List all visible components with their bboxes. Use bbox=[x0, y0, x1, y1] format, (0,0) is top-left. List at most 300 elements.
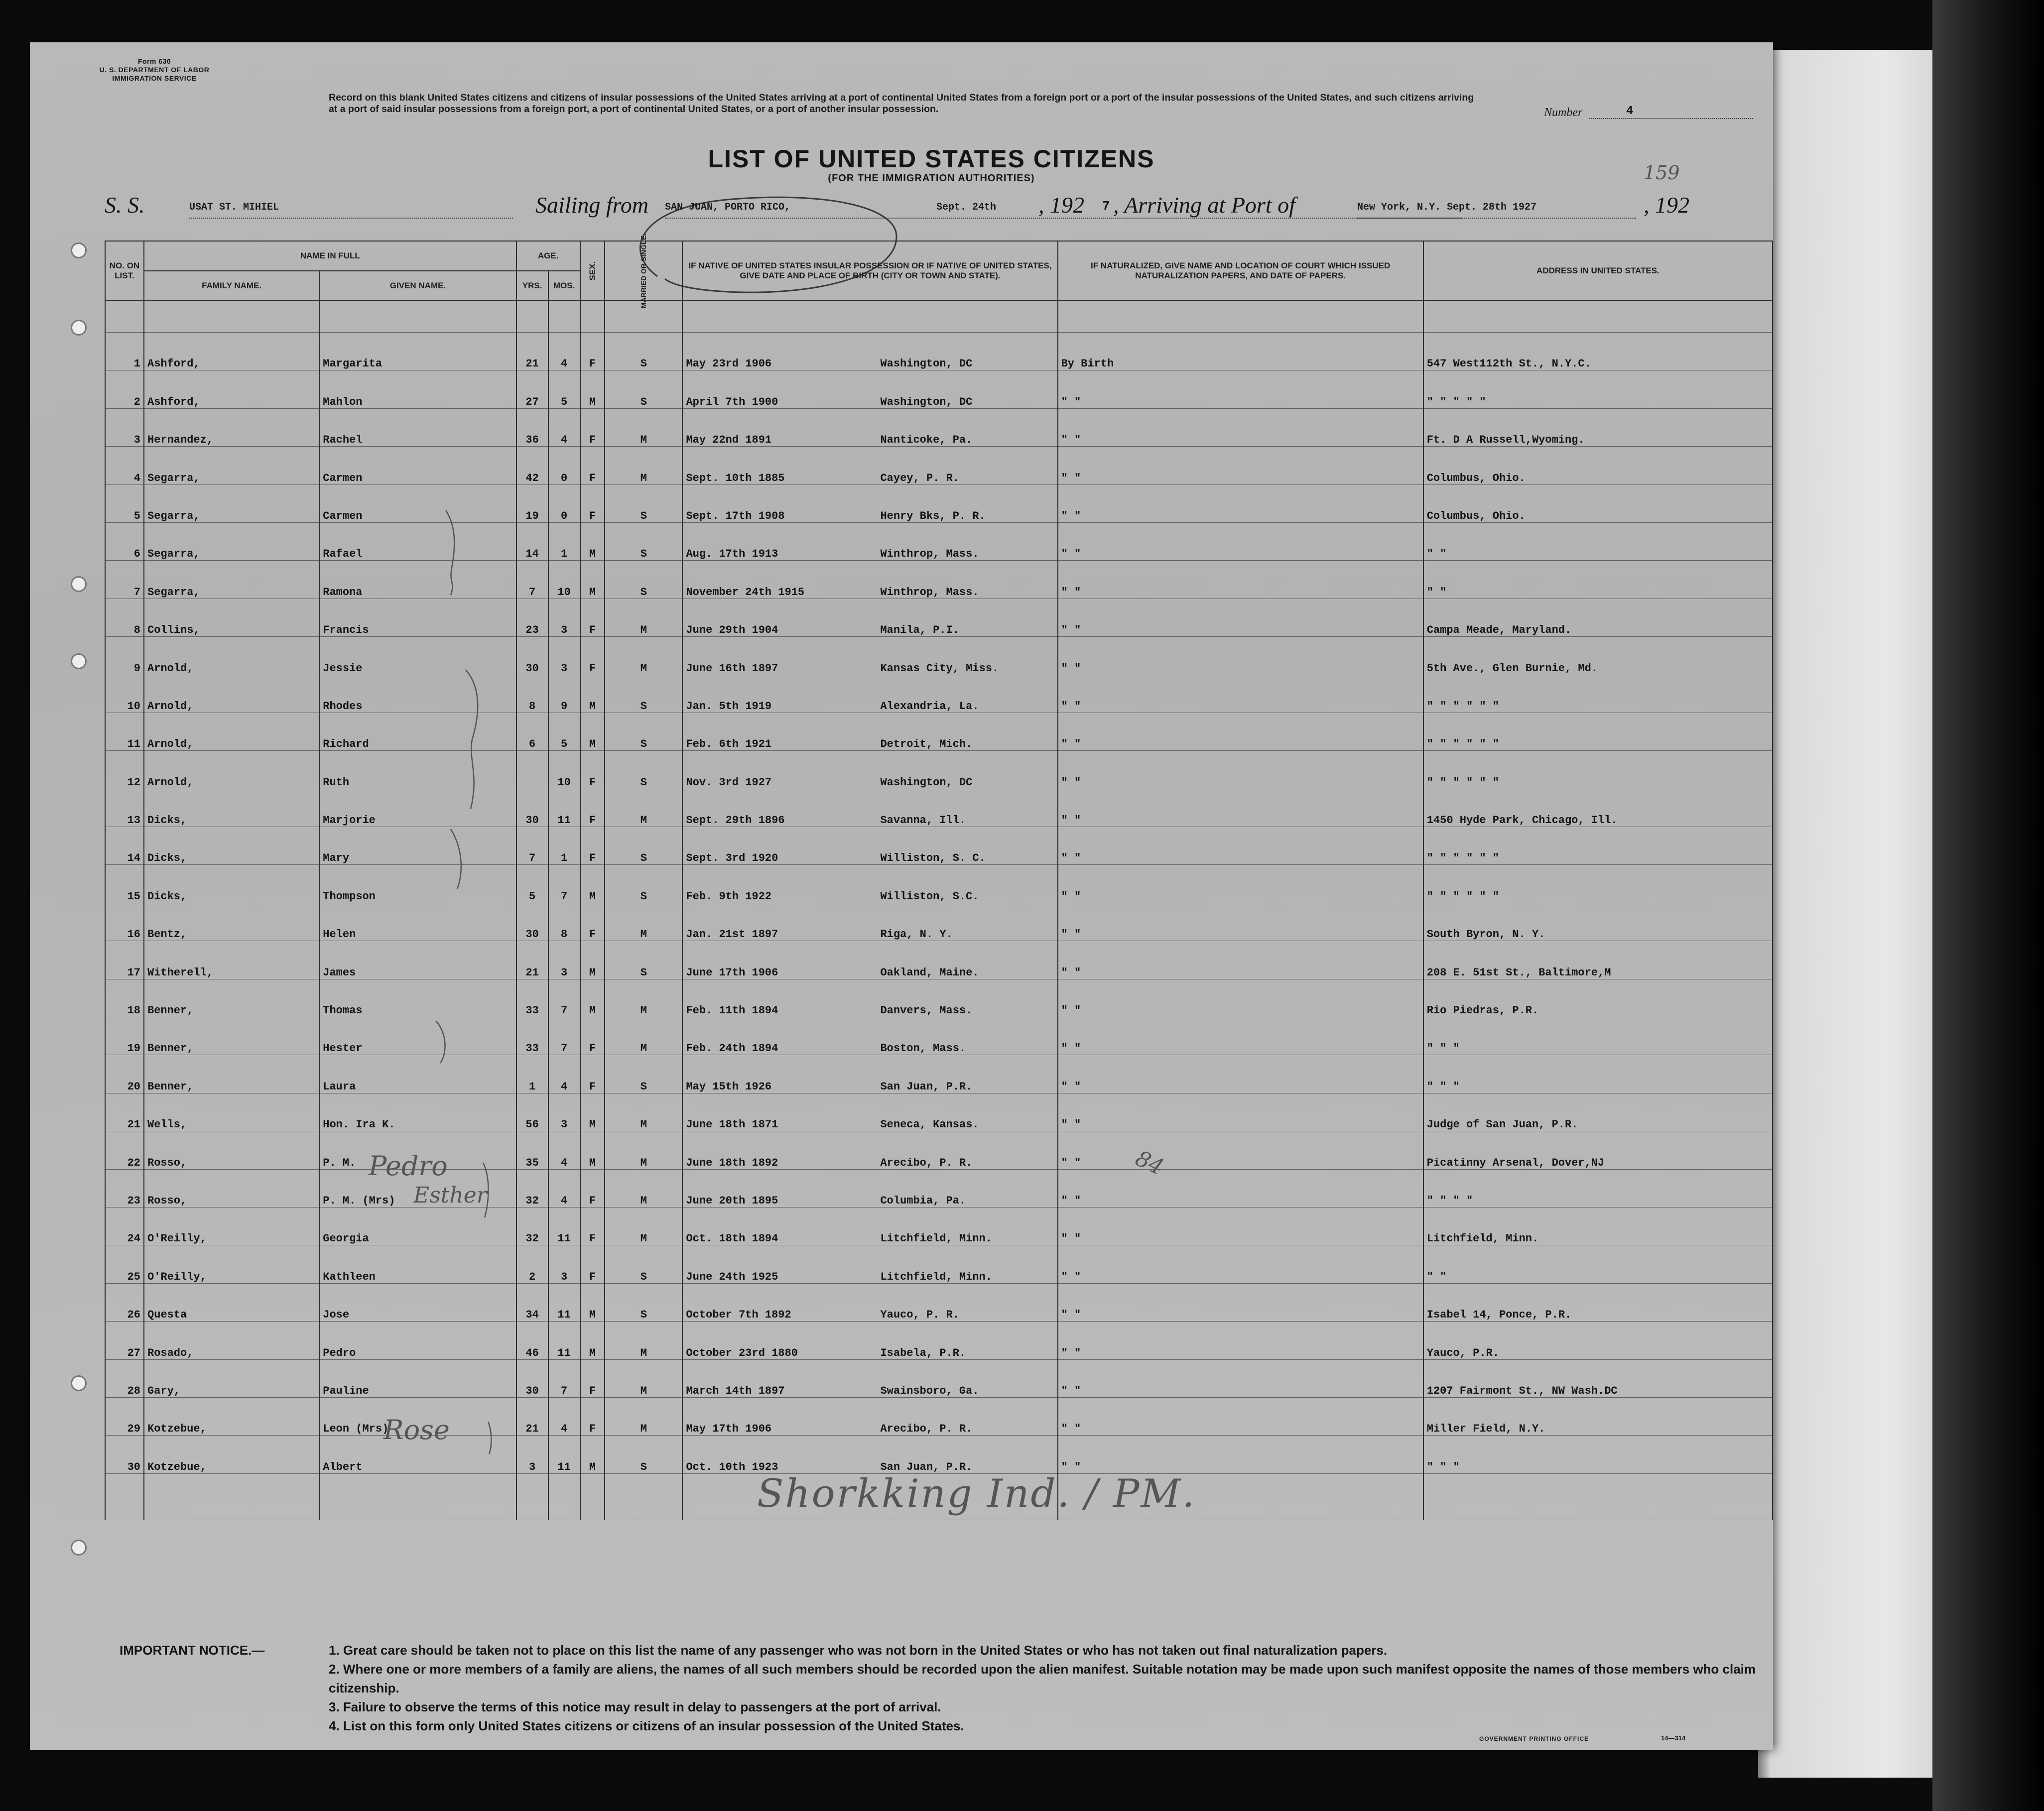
col-mos: MOS. bbox=[548, 271, 580, 301]
age-months: 4 bbox=[548, 1131, 580, 1169]
row-number: 18 bbox=[105, 979, 144, 1017]
birth-place: Winthrop, Mass. bbox=[880, 586, 979, 599]
table-row bbox=[105, 599, 1773, 636]
birth-cell bbox=[682, 1359, 1057, 1397]
marital-status: M bbox=[605, 1017, 682, 1055]
birth-cell bbox=[682, 637, 1057, 675]
row-number: 17 bbox=[105, 941, 144, 979]
sex: M bbox=[580, 865, 605, 903]
birth-place: Nanticoke, Pa. bbox=[880, 434, 973, 447]
birth-place: Winthrop, Mass. bbox=[880, 548, 979, 561]
given-name: Marjorie bbox=[319, 789, 516, 827]
given-name: Kathleen bbox=[319, 1245, 516, 1283]
instructions: Record on this blank United States citizens and citizens of insular possessions of the United States arriving at a port of continental United States from a foreign port or a port of the insular possessions of the United States, and such citizens arriving at a port of said insular possessions from a foreign port, a port of continental United States, or a port of another insular possession. bbox=[329, 92, 1474, 115]
given-name: Margarita bbox=[319, 333, 516, 370]
sex: F bbox=[580, 1169, 605, 1207]
naturalization: " " bbox=[1058, 1055, 1423, 1093]
marital-status: S bbox=[605, 865, 682, 903]
age-months: 7 bbox=[548, 1359, 580, 1397]
birth-cell bbox=[682, 1093, 1057, 1131]
birth-cell bbox=[682, 333, 1057, 370]
naturalization: " " bbox=[1058, 1397, 1423, 1435]
sex: M bbox=[580, 979, 605, 1017]
given-name: Pauline bbox=[319, 1359, 516, 1397]
naturalization: " " bbox=[1058, 903, 1423, 941]
page-subtitle: (FOR THE IMMIGRATION AUTHORITIES) bbox=[828, 173, 1035, 184]
birth-date: Aug. 17th 1913 bbox=[686, 548, 778, 561]
voyage-line bbox=[105, 192, 1738, 222]
handwritten-given-22: Pedro bbox=[369, 1150, 448, 1182]
binder-hole bbox=[72, 578, 85, 591]
age-months: 4 bbox=[548, 1169, 580, 1207]
age-years: 23 bbox=[516, 599, 548, 636]
birth-place: Savanna, Ill. bbox=[880, 814, 966, 827]
given-name: Georgia bbox=[319, 1207, 516, 1245]
sex: F bbox=[580, 1359, 605, 1397]
sex: F bbox=[580, 903, 605, 941]
marital-status: M bbox=[605, 1359, 682, 1397]
age-months: 3 bbox=[548, 637, 580, 675]
given-name: Carmen bbox=[319, 447, 516, 484]
sex: M bbox=[580, 675, 605, 713]
age-months: 3 bbox=[548, 941, 580, 979]
age-years: 36 bbox=[516, 408, 548, 446]
age-months: 10 bbox=[548, 561, 580, 599]
sex: F bbox=[580, 789, 605, 827]
notice-item-2: 2. Where one or more members of a family are aliens, the names of all such members should be recorded upon the alien manifest. Suitable notation may be made upon such manifest opposite the names of those members who claim citizenship. bbox=[329, 1662, 1756, 1695]
birth-place: Arecibo, P. R. bbox=[880, 1156, 973, 1169]
table-row bbox=[105, 1322, 1773, 1359]
row-number: 29 bbox=[105, 1397, 144, 1435]
sex: M bbox=[580, 1093, 605, 1131]
age-years: 21 bbox=[516, 333, 548, 370]
age-years: 8 bbox=[516, 675, 548, 713]
given-name: Ruth bbox=[319, 751, 516, 789]
age-years: 1 bbox=[516, 1055, 548, 1093]
sailing-from-label: Sailing from bbox=[535, 192, 649, 218]
address: " " " " " bbox=[1423, 370, 1773, 408]
birth-date: Feb. 9th 1922 bbox=[686, 890, 772, 903]
sex: F bbox=[580, 447, 605, 484]
given-name: Helen bbox=[319, 903, 516, 941]
birth-cell bbox=[682, 1283, 1057, 1321]
marital-status: M bbox=[605, 637, 682, 675]
form-identifier bbox=[87, 57, 222, 83]
family-name: Segarra, bbox=[144, 484, 319, 522]
birth-place: Arecibo, P. R. bbox=[880, 1423, 973, 1436]
sex: F bbox=[580, 484, 605, 522]
handwritten-bottom-note: Shorkking Ind. / PM. bbox=[757, 1471, 1196, 1516]
row-number: 21 bbox=[105, 1093, 144, 1131]
table-row bbox=[105, 903, 1773, 941]
age-months: 11 bbox=[548, 789, 580, 827]
birth-date: May 23rd 1906 bbox=[686, 358, 772, 370]
year-label-1: , 192 bbox=[1038, 192, 1084, 218]
given-name: Carmen bbox=[319, 484, 516, 522]
year-label-2: , 192 bbox=[1644, 192, 1689, 218]
manifest-page bbox=[30, 42, 1773, 1750]
given-name: Leon (Mrs) bbox=[319, 1397, 516, 1435]
age-months: 5 bbox=[548, 713, 580, 750]
family-name: Arnold, bbox=[144, 751, 319, 789]
sex: M bbox=[580, 370, 605, 408]
age-months: 0 bbox=[548, 484, 580, 522]
birth-place: Swainsboro, Ga. bbox=[880, 1384, 979, 1397]
naturalization: " " bbox=[1058, 370, 1423, 408]
family-brackets bbox=[433, 481, 493, 1456]
age-months: 11 bbox=[548, 1207, 580, 1245]
row-number: 16 bbox=[105, 903, 144, 941]
birth-date: June 20th 1895 bbox=[686, 1194, 778, 1207]
naturalization: " " bbox=[1058, 789, 1423, 827]
age-months: 11 bbox=[548, 1436, 580, 1473]
given-name: Thomas bbox=[319, 979, 516, 1017]
age-years: 30 bbox=[516, 789, 548, 827]
table-row bbox=[105, 789, 1773, 827]
row-number: 10 bbox=[105, 675, 144, 713]
row-number: 7 bbox=[105, 561, 144, 599]
age-years: 21 bbox=[516, 941, 548, 979]
passenger-table bbox=[105, 233, 1773, 1520]
family-name: Arnold, bbox=[144, 675, 319, 713]
naturalization: " " bbox=[1058, 1131, 1423, 1169]
table-row bbox=[105, 1436, 1773, 1473]
address: South Byron, N. Y. bbox=[1423, 903, 1773, 941]
marital-status: M bbox=[605, 979, 682, 1017]
address: " " " " " " bbox=[1423, 751, 1773, 789]
family-name: Arnold, bbox=[144, 713, 319, 750]
col-age: AGE. bbox=[516, 241, 580, 271]
birth-date: June 18th 1892 bbox=[686, 1156, 778, 1169]
row-number: 6 bbox=[105, 522, 144, 560]
notice-item-3: 3. Failure to observe the terms of this notice may result in delay to passengers at the port of arrival. bbox=[329, 1699, 941, 1714]
birth-date: Sept. 17th 1908 bbox=[686, 509, 785, 522]
naturalization: " " bbox=[1058, 1169, 1423, 1207]
given-name: Hester bbox=[319, 1017, 516, 1055]
marital-status: M bbox=[605, 1131, 682, 1169]
birth-cell bbox=[682, 713, 1057, 750]
birth-place: Detroit, Mich. bbox=[880, 738, 973, 751]
family-name: Witherell, bbox=[144, 941, 319, 979]
marital-status: S bbox=[605, 827, 682, 865]
binder-hole bbox=[72, 655, 85, 668]
family-name: Rosso, bbox=[144, 1131, 319, 1169]
address: 1450 Hyde Park, Chicago, Ill. bbox=[1423, 789, 1773, 827]
row-number: 30 bbox=[105, 1436, 144, 1473]
naturalization: " " bbox=[1058, 599, 1423, 636]
address: " " " " " " bbox=[1423, 827, 1773, 865]
birth-cell bbox=[682, 599, 1057, 636]
row-number: 8 bbox=[105, 599, 144, 636]
family-name: O'Reilly, bbox=[144, 1207, 319, 1245]
birth-cell bbox=[682, 827, 1057, 865]
address: 5th Ave., Glen Burnie, Md. bbox=[1423, 637, 1773, 675]
family-name: Hernandez, bbox=[144, 408, 319, 446]
birth-place: Alexandria, La. bbox=[880, 700, 979, 713]
age-months: 5 bbox=[548, 370, 580, 408]
birth-cell bbox=[682, 522, 1057, 560]
naturalization: " " bbox=[1058, 1093, 1423, 1131]
birth-place: Oakland, Maine. bbox=[880, 966, 979, 979]
family-name: Benner, bbox=[144, 1055, 319, 1093]
birth-cell bbox=[682, 903, 1057, 941]
birth-place: Kansas City, Miss. bbox=[880, 662, 999, 675]
address: Isabel 14, Ponce, P.R. bbox=[1423, 1283, 1773, 1321]
age-years: 34 bbox=[516, 1283, 548, 1321]
address: " " bbox=[1423, 1245, 1773, 1283]
marital-status: S bbox=[605, 751, 682, 789]
birth-date: May 15th 1926 bbox=[686, 1080, 772, 1093]
family-name: Benner, bbox=[144, 1017, 319, 1055]
age-years: 7 bbox=[516, 827, 548, 865]
number-label: Number bbox=[1544, 106, 1583, 119]
age-years: 30 bbox=[516, 903, 548, 941]
row-number: 27 bbox=[105, 1322, 144, 1359]
sex: F bbox=[580, 1397, 605, 1435]
marital-status: M bbox=[605, 1322, 682, 1359]
col-address: ADDRESS IN UNITED STATES. bbox=[1423, 241, 1773, 301]
birth-date: October 7th 1892 bbox=[686, 1309, 791, 1322]
birth-cell bbox=[682, 484, 1057, 522]
age-months: 11 bbox=[548, 1283, 580, 1321]
marital-status: S bbox=[605, 713, 682, 750]
row-number: 4 bbox=[105, 447, 144, 484]
family-name: Rosso, bbox=[144, 1169, 319, 1207]
given-name: P. M. bbox=[319, 1131, 516, 1169]
given-name: Rachel bbox=[319, 408, 516, 446]
age-years: 7 bbox=[516, 561, 548, 599]
col-given-name: GIVEN NAME. bbox=[319, 271, 516, 301]
table-row bbox=[105, 1245, 1773, 1283]
page-title: LIST OF UNITED STATES CITIZENS bbox=[708, 145, 1155, 173]
given-name: Jose bbox=[319, 1283, 516, 1321]
marital-status: M bbox=[605, 1397, 682, 1435]
birth-date: Sept. 10th 1885 bbox=[686, 472, 785, 484]
age-months: 10 bbox=[548, 751, 580, 789]
stamped-page-number: 159 bbox=[1644, 162, 1680, 184]
naturalization: " " bbox=[1058, 637, 1423, 675]
notice-lead: IMPORTANT NOTICE.— bbox=[120, 1643, 265, 1658]
birth-cell bbox=[682, 1131, 1057, 1169]
table-row bbox=[105, 1017, 1773, 1055]
family-name: Benner, bbox=[144, 979, 319, 1017]
birth-cell bbox=[682, 1397, 1057, 1435]
naturalization: By Birth bbox=[1058, 333, 1423, 370]
row-number: 28 bbox=[105, 1359, 144, 1397]
ship-name: USAT ST. MIHIEL bbox=[189, 202, 279, 213]
birth-place: Litchfield, Minn. bbox=[880, 1270, 992, 1283]
birth-place: Seneca, Kansas. bbox=[880, 1118, 979, 1131]
col-name-in-full: NAME IN FULL bbox=[144, 241, 516, 271]
marital-status: S bbox=[605, 941, 682, 979]
row-number: 26 bbox=[105, 1283, 144, 1321]
birth-date: June 17th 1906 bbox=[686, 966, 778, 979]
birth-place: Williston, S. C. bbox=[880, 852, 986, 865]
binder-hole bbox=[72, 244, 85, 257]
birth-cell bbox=[682, 561, 1057, 599]
age-months: 7 bbox=[548, 865, 580, 903]
table-row bbox=[105, 637, 1773, 675]
ss-label: S. S. bbox=[105, 192, 145, 218]
naturalization: " " bbox=[1058, 675, 1423, 713]
naturalization: " " bbox=[1058, 447, 1423, 484]
age-years: 35 bbox=[516, 1131, 548, 1169]
address: Ft. D A Russell,Wyoming. bbox=[1423, 408, 1773, 446]
birth-place: Columbia, Pa. bbox=[880, 1194, 966, 1207]
printer-mark: GOVERNMENT PRINTING OFFICE bbox=[1479, 1735, 1589, 1742]
table-row bbox=[105, 751, 1773, 789]
birth-place: Yauco, P. R. bbox=[880, 1309, 959, 1322]
birth-place: Washington, DC bbox=[880, 776, 973, 789]
table-row bbox=[105, 1283, 1773, 1321]
naturalization: " " bbox=[1058, 751, 1423, 789]
age-years: 33 bbox=[516, 1017, 548, 1055]
age-months: 4 bbox=[548, 1055, 580, 1093]
birth-date: Jan. 21st 1897 bbox=[686, 928, 778, 941]
birth-date: November 24th 1915 bbox=[686, 586, 805, 599]
naturalization: " " bbox=[1058, 561, 1423, 599]
address: " " bbox=[1423, 561, 1773, 599]
marital-status: S bbox=[605, 1055, 682, 1093]
age-years: 33 bbox=[516, 979, 548, 1017]
age-years: 30 bbox=[516, 1359, 548, 1397]
age-months: 0 bbox=[548, 447, 580, 484]
age-years: 42 bbox=[516, 447, 548, 484]
family-name: Bentz, bbox=[144, 903, 319, 941]
birth-date: Nov. 3rd 1927 bbox=[686, 776, 772, 789]
sex: M bbox=[580, 1322, 605, 1359]
birth-place: Manila, P.I. bbox=[880, 624, 959, 637]
age-months: 7 bbox=[548, 1017, 580, 1055]
row-number: 14 bbox=[105, 827, 144, 865]
family-name: Kotzebue, bbox=[144, 1436, 319, 1473]
birth-date: June 29th 1904 bbox=[686, 624, 778, 637]
birth-place: Danvers, Mass. bbox=[880, 1004, 973, 1017]
family-name: Dicks, bbox=[144, 789, 319, 827]
age-years: 46 bbox=[516, 1322, 548, 1359]
birth-date: Feb. 6th 1921 bbox=[686, 738, 772, 751]
family-name: Ashford, bbox=[144, 333, 319, 370]
birth-date: Feb. 24th 1894 bbox=[686, 1042, 778, 1055]
address: 1207 Fairmont St., NW Wash.DC bbox=[1423, 1359, 1773, 1397]
address: Columbus, Ohio. bbox=[1423, 484, 1773, 522]
age-years: 5 bbox=[516, 865, 548, 903]
row-number: 15 bbox=[105, 865, 144, 903]
marital-status: M bbox=[605, 447, 682, 484]
birth-place: Cayey, P. R. bbox=[880, 472, 959, 484]
arriving-label: , Arriving at Port of bbox=[1113, 192, 1295, 218]
naturalization: " " bbox=[1058, 1359, 1423, 1397]
row-number: 11 bbox=[105, 713, 144, 750]
form-code: 14—314 bbox=[1661, 1734, 1686, 1742]
family-name: Wells, bbox=[144, 1093, 319, 1131]
binder-hole bbox=[72, 1541, 85, 1554]
sex: F bbox=[580, 1055, 605, 1093]
address: Judge of San Juan, P.R. bbox=[1423, 1093, 1773, 1131]
birth-date: June 24th 1925 bbox=[686, 1270, 778, 1283]
scanner-edge bbox=[1932, 0, 2044, 1811]
marital-status: S bbox=[605, 1283, 682, 1321]
age-years: 14 bbox=[516, 522, 548, 560]
birth-place: Litchfield, Minn. bbox=[880, 1232, 992, 1245]
row-number: 3 bbox=[105, 408, 144, 446]
notice-item-1: 1. Great care should be taken not to place on this list the name of any passenger who was not born in the United States or who has not taken out final naturalization papers. bbox=[329, 1643, 1388, 1658]
sex: F bbox=[580, 599, 605, 636]
sailing-from-port: SAN JUAN, PORTO RICO, bbox=[665, 202, 791, 213]
table-row bbox=[105, 484, 1773, 522]
birth-date: April 7th 1900 bbox=[686, 395, 778, 408]
table-row bbox=[105, 522, 1773, 560]
marital-status: S bbox=[605, 675, 682, 713]
marital-status: M bbox=[605, 789, 682, 827]
age-months: 1 bbox=[548, 522, 580, 560]
address: " " " " bbox=[1423, 1169, 1773, 1207]
address: " " " bbox=[1423, 1055, 1773, 1093]
table-row bbox=[105, 1397, 1773, 1435]
address: 208 E. 51st St., Baltimore,M bbox=[1423, 941, 1773, 979]
address: " " bbox=[1423, 522, 1773, 560]
birth-date: Oct. 10th 1923 bbox=[686, 1460, 778, 1473]
birth-place: Williston, S.C. bbox=[880, 890, 979, 903]
year-digit-1: 7 bbox=[1102, 199, 1110, 214]
row-number: 2 bbox=[105, 370, 144, 408]
birth-place: San Juan, P.R. bbox=[880, 1460, 973, 1473]
family-name: Dicks, bbox=[144, 865, 319, 903]
birth-date: Jan. 5th 1919 bbox=[686, 700, 772, 713]
naturalization: " " bbox=[1058, 408, 1423, 446]
arriving-port: New York, N.Y. Sept. 28th 1927 bbox=[1357, 202, 1537, 213]
birth-place: Washington, DC bbox=[880, 395, 973, 408]
given-name: Mary bbox=[319, 827, 516, 865]
col-yrs: YRS. bbox=[516, 271, 548, 301]
birth-date: May 22nd 1891 bbox=[686, 434, 772, 447]
sex: M bbox=[580, 522, 605, 560]
birth-cell bbox=[682, 447, 1057, 484]
naturalization: " " bbox=[1058, 865, 1423, 903]
row-number: 1 bbox=[105, 333, 144, 370]
address: Rio Piedras, P.R. bbox=[1423, 979, 1773, 1017]
table-row bbox=[105, 865, 1773, 903]
family-name: Collins, bbox=[144, 599, 319, 636]
address: 547 West112th St., N.Y.C. bbox=[1423, 333, 1773, 370]
col-sex: SEX. bbox=[580, 241, 605, 301]
row-number: 9 bbox=[105, 637, 144, 675]
row-number: 13 bbox=[105, 789, 144, 827]
col-naturalized: IF NATURALIZED, GIVE NAME AND LOCATION OF COURT WHICH ISSUED NATURALIZATION PAPERS, AND DATE OF PAPERS. bbox=[1058, 241, 1423, 301]
address: Campa Meade, Maryland. bbox=[1423, 599, 1773, 636]
birth-cell bbox=[682, 1169, 1057, 1207]
col-birth: IF NATIVE OF UNITED STATES INSULAR POSSESSION OR IF NATIVE OF UNITED STATES, GIVE DATE AND PLACE OF BIRTH (CITY OR TOWN AND STATE). bbox=[682, 241, 1057, 301]
table-row bbox=[105, 1093, 1773, 1131]
col-no: NO. ON LIST. bbox=[105, 241, 144, 301]
address: " " " " " " bbox=[1423, 865, 1773, 903]
given-name: Jessie bbox=[319, 637, 516, 675]
age-months: 11 bbox=[548, 1322, 580, 1359]
birth-place: Riga, N. Y. bbox=[880, 928, 953, 941]
address: Yauco, P.R. bbox=[1423, 1322, 1773, 1359]
col-married-single: MARRIED OR SINGLE. bbox=[605, 241, 682, 301]
marital-status: M bbox=[605, 903, 682, 941]
marital-status: S bbox=[605, 370, 682, 408]
naturalization: " " bbox=[1058, 1436, 1423, 1473]
age-months: 4 bbox=[548, 1397, 580, 1435]
birth-place: Henry Bks, P. R. bbox=[880, 509, 986, 522]
table-row bbox=[105, 713, 1773, 750]
row-number: 12 bbox=[105, 751, 144, 789]
birth-date: Sept. 3rd 1920 bbox=[686, 852, 778, 865]
department: U. S. DEPARTMENT OF LABOR bbox=[99, 66, 210, 74]
naturalization: " " bbox=[1058, 979, 1423, 1017]
